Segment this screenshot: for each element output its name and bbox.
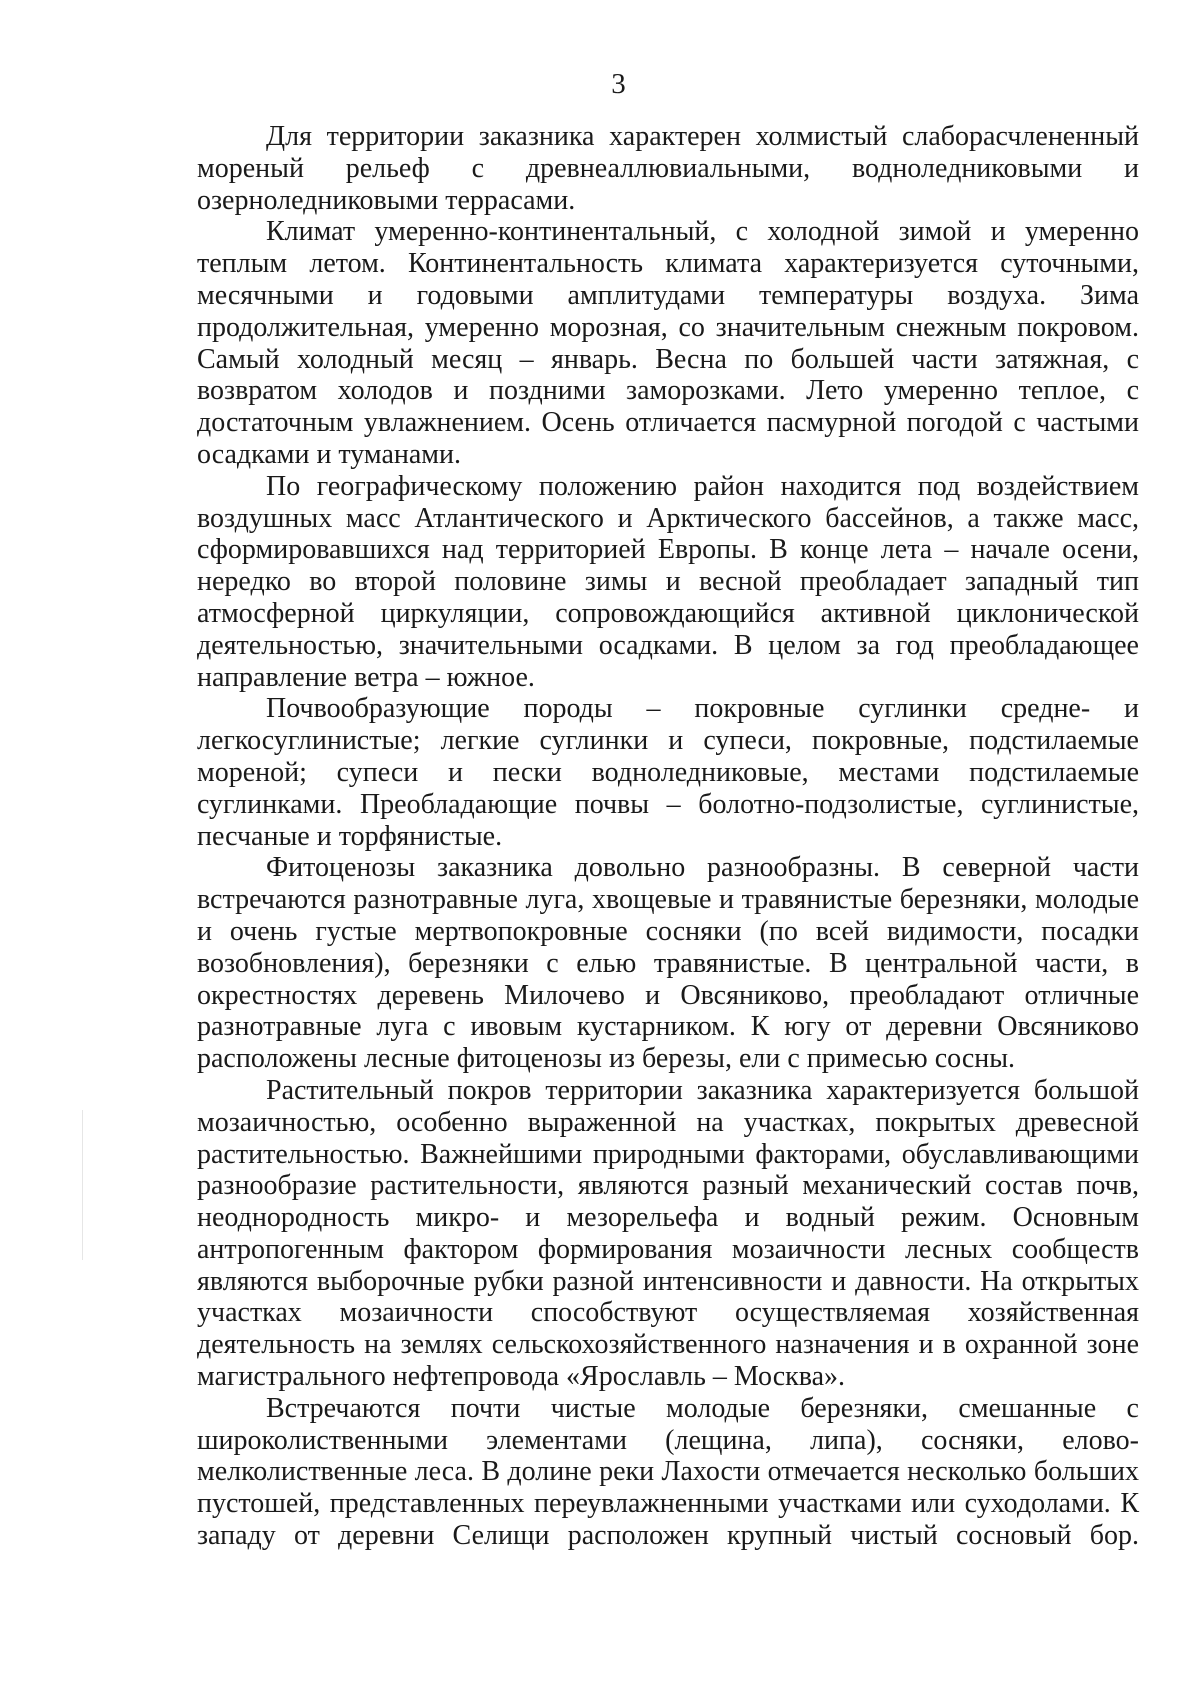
page-number: 3 <box>611 68 626 100</box>
paragraph-air-masses: По географическому положению район находится под воздействием воздушных масс Атлантического и Арктического бассейнов, а также масс, сформировавшихся над территорией Европы. В конце лета – начале осени, нередко во второй половине зимы и весной преобладает западный тип атмосферной циркуляции, сопровождающийся активной циклонической деятельностью, значительными осадками. В целом за год преобладающее направление ветра – южное. <box>197 470 1139 693</box>
document-body <box>197 121 1139 1552</box>
paragraph-climate: Климат умеренно-континентальный, с холодной зимой и умеренно теплым летом. Континентальность климата характеризуется суточными, месячными и годовыми амплитудами температуры воздуха. Зима продолжительная, умеренно морозная, со значительным снежным покровом. Самый холодный месяц – январь. Весна по большей части затяжная, с возвратом холодов и поздними заморозками. Лето умеренно теплое, с достаточным увлажнением. Осень отличается пасмурной погодой с частыми осадками и туманами. <box>197 216 1139 470</box>
paragraph-vegetation-cover: Растительный покров территории заказника характеризуется большой мозаичностью, особенно выраженной на участках, покрытых древесной растительностью. Важнейшими природными факторами, обуславливающими разнообразие растительности, являются разный механический состав почв, неоднородность микро- и мезорельефа и водный режим. Основным антропогенным фактором формирования мозаичности лесных сообществ являются выборочные рубки разной интенсивности и давности. На открытых участках мозаичности способствуют осуществляемая хозяйственная деятельность на землях сельскохозяйственного назначения и в охранной зоне магистрального нефтепровода «Ярославль – Москва». <box>197 1074 1139 1393</box>
paragraph-soils: Почвообразующие породы – покровные суглинки средне- и легкосуглинистые; легкие суглинки и супеси, покровные, подстилаемые мореной; супеси и пески водноледниковые, местами подстилаемые суглинками. Преобладающие почвы – болотно-подзолистые, суглинистые, песчаные и торфянистые. <box>197 693 1139 852</box>
scan-artifact-line <box>82 1110 83 1260</box>
paragraph-relief: Для территории заказника характерен холмистый слаборасчлененный мореный рельеф с древнеаллювиальными, водноледниковыми и озерноледниковыми террасами. <box>197 121 1139 216</box>
paragraph-phytocenoses: Фитоценозы заказника довольно разнообразны. В северной части встречаются разнотравные луга, хвощевые и травянистые березняки, молодые и очень густые мертвопокровные сосняки (по всей видимости, посадки возобновления), березняки с елью травянистые. В центральной части, в окрестностях деревень Милочево и Овсяниково, преобладают отличные разнотравные луга с ивовым кустарником. К югу от деревни Овсяниково расположены лесные фитоценозы из березы, ели с примесью сосны. <box>197 852 1139 1075</box>
paragraph-forests: Встречаются почти чистые молодые березняки, смешанные с широколиственными элементами (лещина, липа), сосняки, елово-мелколиственные леса. В долине реки Лахости отмечается несколько больших пустошей, представленных переувлажненными участками или суходолами. К западу от деревни Селищи расположен крупный чистый сосновый бор. <box>197 1392 1139 1552</box>
